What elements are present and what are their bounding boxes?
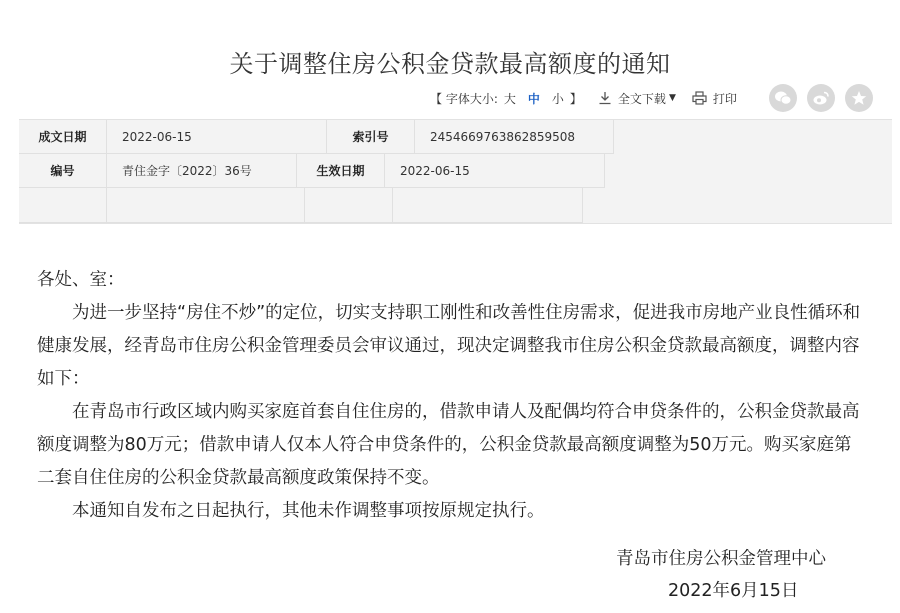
share-wechat-button[interactable] [769, 84, 797, 112]
font-size-large-button[interactable]: 大 [503, 91, 516, 106]
printer-icon [692, 91, 707, 105]
article-toolbar [430, 89, 737, 107]
index-value: 2454669763862859508 [415, 120, 614, 154]
notice-body [37, 264, 867, 528]
share-weibo-button[interactable] [807, 84, 835, 112]
body-paragraph: 本通知自发布之日起执行，其他未作调整事项按原规定执行。 [72, 501, 545, 521]
body-paragraph: 在青岛市行政区域内购买家庭首套自住住房的，借款申请人及配偶均符合申贷条件的，公积金贷款最高额度调整为80万元；借款申请人仅本人符合申贷条件的，公积金贷款最高额度调整为50万元。购买家庭第二套自住住房的公积金贷款最高额度政策保持不变。 [37, 402, 860, 488]
empty-cell [107, 188, 305, 223]
number-label: 编号 [19, 154, 107, 188]
favorite-button[interactable] [845, 84, 873, 112]
issue-date: 2022年6月15日 [668, 581, 799, 601]
index-label: 索引号 [327, 120, 415, 154]
weibo-icon [812, 90, 830, 106]
font-size-selector [430, 90, 582, 107]
share-buttons [769, 84, 883, 112]
wechat-icon [774, 90, 792, 106]
page-title: 关于调整住房公积金贷款最高额度的通知 [229, 50, 671, 78]
chevron-down-icon: ▼ [668, 93, 676, 103]
body-paragraph: 为进一步坚持“房住不炒”的定位，切实支持职工刚性和改善性住房需求，促进我市房地产业良性循环和健康发展，经青岛市住房公积金管理委员会审议通过，现决定调整我市住房公积金贷款最高额度，调整内容如下： [37, 303, 861, 389]
download-button[interactable] [598, 90, 676, 107]
date-label: 成文日期 [19, 120, 107, 154]
font-size-prefix: 【 字体大小: [430, 91, 498, 106]
salutation: 各处、室： [37, 270, 125, 290]
font-size-medium-button[interactable]: 中 [527, 91, 540, 106]
effective-date-label: 生效日期 [297, 154, 385, 188]
date-value: 2022-06-15 [107, 120, 327, 154]
download-label: 全文下载 [617, 91, 666, 106]
font-size-suffix: 】 [569, 91, 582, 106]
empty-cell [19, 188, 107, 223]
font-size-small-button[interactable]: 小 [551, 91, 564, 106]
document-metadata-table [19, 119, 892, 224]
number-value: 青住金字〔2022〕36号 [107, 154, 297, 188]
print-button[interactable] [692, 90, 737, 107]
issuer-name: 青岛市住房公积金管理中心 [616, 549, 826, 569]
empty-cell [305, 188, 393, 223]
download-icon [598, 91, 612, 105]
print-label: 打印 [712, 91, 737, 106]
star-icon [851, 90, 867, 106]
effective-date-value: 2022-06-15 [385, 154, 605, 188]
empty-cell [393, 188, 583, 223]
